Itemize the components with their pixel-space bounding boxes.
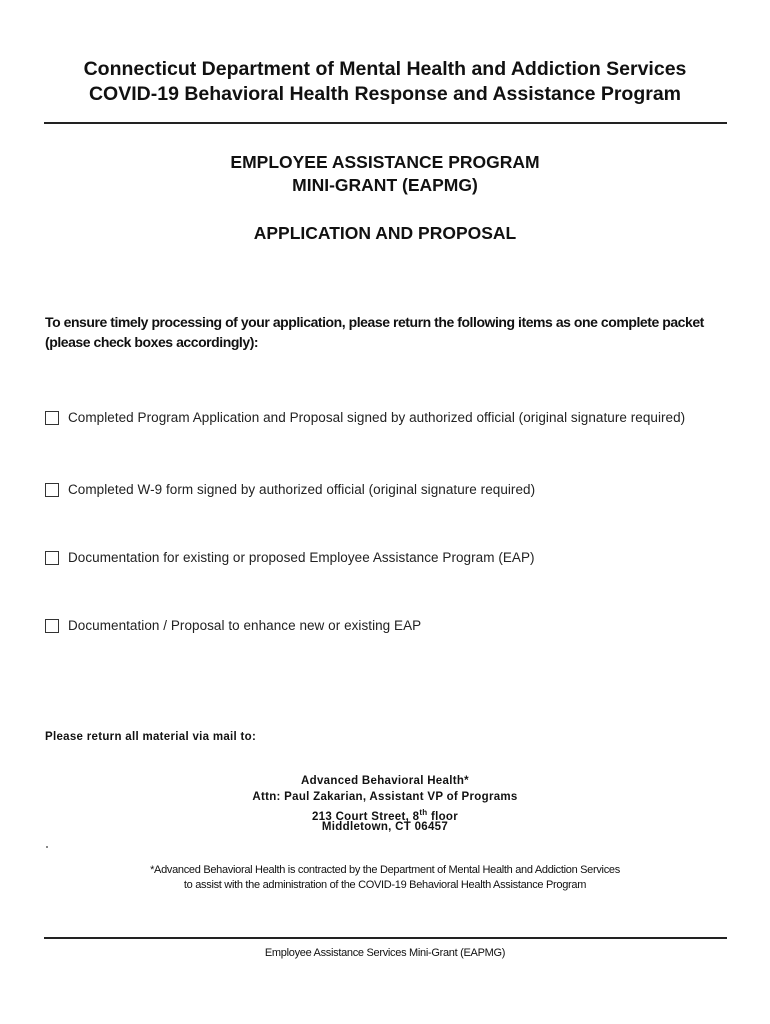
program-title: COVID-19 Behavioral Health Response and Assistance Program <box>88 83 682 105</box>
checklist-item <box>45 550 535 565</box>
footnote-line2: to assist with the administration of the COVID-19 Behavioral Health Assistance Program <box>183 879 587 891</box>
footer-divider <box>44 937 727 939</box>
address-street-number: 213 Court Street, 8 <box>311 810 420 823</box>
checkbox-application[interactable] <box>45 411 59 425</box>
stray-mark <box>46 846 48 848</box>
header-divider <box>44 122 727 124</box>
address-street-floor: floor <box>427 810 459 823</box>
checklist-label: Documentation for existing or proposed Employee Assistance Program (EAP) <box>68 550 535 565</box>
checklist-item <box>45 618 421 633</box>
checkbox-eap-proposal[interactable] <box>45 619 59 633</box>
return-instructions: Please return all material via mail to: <box>45 731 257 743</box>
form-title-line2: MINI-GRANT (EAPMG) <box>292 175 478 195</box>
instructions-text: To ensure timely processing of your application, please return the following items as one complete packet (please check boxes accordingly): <box>45 314 704 350</box>
address-org: Advanced Behavioral Health* <box>301 775 469 787</box>
address-city: Middletown, CT 06457 <box>321 821 449 833</box>
address-street-superscript: th <box>419 808 428 817</box>
form-title-line3: APPLICATION AND PROPOSAL <box>253 223 517 243</box>
checklist-label: Completed W-9 form signed by authorized official (original signature required) <box>68 482 536 497</box>
address-attn: Attn: Paul Zakarian, Assistant VP of Programs <box>252 791 518 803</box>
checklist-label: Completed Program Application and Proposal signed by authorized official (original signature required) <box>68 410 686 425</box>
checkbox-eap-documentation[interactable] <box>45 551 59 565</box>
page-footer: Employee Assistance Services Mini-Grant (EAPMG) <box>264 947 506 959</box>
checklist-label: Documentation / Proposal to enhance new or existing EAP <box>68 618 422 633</box>
footnote-line1: *Advanced Behavioral Health is contracted by the Department of Mental Health and Addiction Services <box>150 864 620 876</box>
checklist-item <box>45 410 685 425</box>
checklist-item <box>45 482 535 497</box>
agency-title: Connecticut Department of Mental Health and Addiction Services <box>83 58 687 80</box>
checkbox-w9[interactable] <box>45 483 59 497</box>
form-title-line1: EMPLOYEE ASSISTANCE PROGRAM <box>230 152 540 172</box>
